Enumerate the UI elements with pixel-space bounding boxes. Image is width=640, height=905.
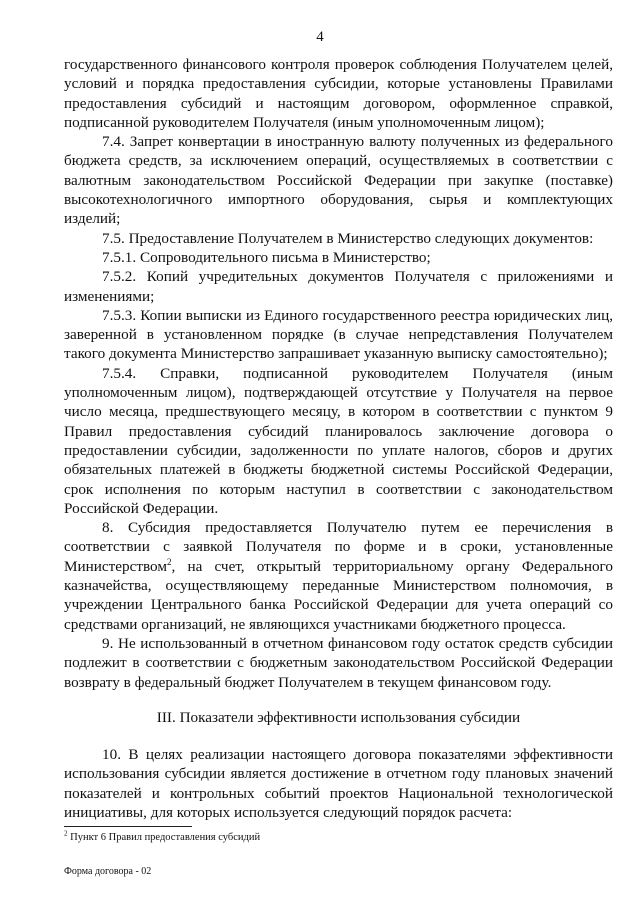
footnote-reference: 2 [166,556,172,567]
paragraph-8-text-start: 8. Субсидия предоставляется Получателю путем ее перечисления в соответствии с заявкой Получателя по форме и в сроки, установленные Министерством [64,519,613,575]
paragraph-7-4: 7.4. Запрет конвертации в иностранную валюту полученных из федерального бюджета средств, за исключением операций, осуществляемых в соответствии с валютным законодательством Российской Федерации при закупке (поставке) высокотехнологичного импортного оборудования, сырья и комплектующих изделий; [64,133,613,228]
paragraph-7-5: 7.5. Предоставление Получателем в Министерство следующих документов: [102,229,594,247]
document-body [64,55,613,822]
section-heading: III. Показатели эффективности использования субсидии [156,708,521,726]
paragraph-continuation: государственного финансового контроля проверок соблюдения Получателем целей, условий и порядка предоставления субсидии, которые установлены Правилами предоставления субсидий и настоящим договором, оформленное справкой, подписанной руководителем Получателя (иным уполномоченным лицом); [64,56,613,131]
paragraph-8-text-end: , на счет, открытый территориальному органу Федерального казначейства, осуществляющему переданные Министерством полномочия, в учреждении Центрального банка Российской Федерации для учета операций со средствами организаций, не являющихся участниками бюджетного процесса. [64,557,613,633]
paragraph-7-5-1: 7.5.1. Сопроводительного письма в Министерство; [102,248,431,266]
paragraph-7-5-2: 7.5.2. Копий учредительных документов Получателя с приложениями и изменениями; [64,268,613,305]
footnote-text: Пункт 6 Правил предоставления субсидий [67,832,261,843]
paragraph-10: 10. В целях реализации настоящего договора показателями эффективности использования субсидии является достижение в отчетном году плановых значений показателей и контрольных событий проектов Национальной технологической инициативы, для которых используется следующий порядок расчета: [64,746,613,821]
footnote [64,831,260,844]
paragraph-8 [64,518,613,634]
paragraph-7-5-4: 7.5.4. Справки, подписанной руководителем Получателя (иным уполномоченным лицом), подтверждающей отсутствие у Получателя на первое число месяца, предшествующего месяцу, в котором в соответствии с пунктом 9 Правил предоставления субсидий планировалось заключение договора о предоставлении субсидии, задолженности по уплате налогов, сборов и других обязательных платежей в бюджеты бюджетной системы Российской Федерации, срок исполнения по которым наступил в соответствии с законодательством Российской Федерации. [64,364,613,517]
form-label: Форма договора - 02 [64,866,152,877]
page-number: 4 [316,29,324,45]
footnote-divider [64,826,192,827]
footnote-marker: 2 [64,829,68,838]
paragraph-9: 9. Не использованный в отчетном финансовом году остаток средств субсидии подлежит в соответствии с бюджетным законодательством Российской Федерации возврату в федеральный бюджет Получателем в текущем финансовом году. [64,634,613,691]
paragraph-7-5-3: 7.5.3. Копии выписки из Единого государственного реестра юридических лиц, заверенной в установленном порядке (в случае непредставления Получателем такого документа Министерство запрашивает указанную выписку самостоятельно); [64,306,613,363]
